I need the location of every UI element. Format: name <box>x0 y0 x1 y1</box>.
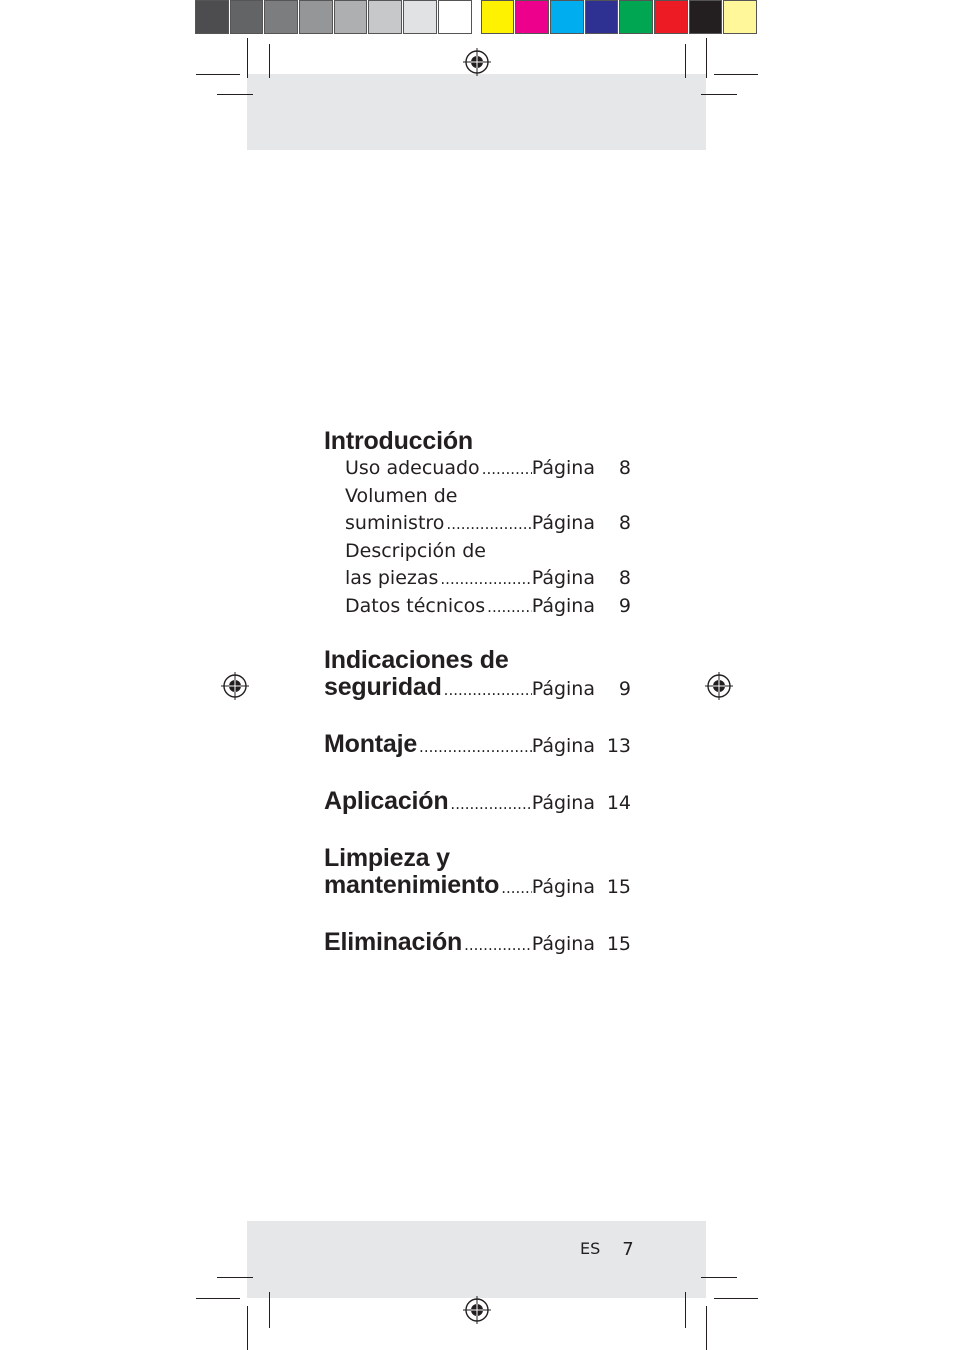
toc-entry-parts-description: las piezas ..... Página 8 <box>324 565 631 593</box>
toc-entry-delivery-scope: suministro ..... Página 8 <box>324 510 631 538</box>
registration-mark-icon <box>463 48 491 76</box>
color-swatch <box>585 0 619 34</box>
toc-section-disposal: Eliminación ..... Página 15 <box>324 929 631 959</box>
color-swatch <box>299 0 333 34</box>
page-number: 7 <box>622 1239 634 1260</box>
top-grey-band <box>247 74 706 150</box>
bottom-grey-band <box>247 1221 706 1298</box>
color-swatch <box>515 0 549 34</box>
toc-entry-technical-data: Datos técnicos ..... Página 9 <box>324 593 631 621</box>
toc-section-cleaning: Limpieza y mantenimiento ..... Página 15 <box>324 845 631 902</box>
color-swatch <box>689 0 723 34</box>
toc-heading-introduction: Introducción <box>324 427 473 455</box>
toc-entry-intended-use: Uso adecuado ..... Página 8 <box>324 455 631 483</box>
color-swatch <box>550 0 584 34</box>
toc-section-safety: Indicaciones de seguridad ..... Página 9 <box>324 647 631 704</box>
toc-section-assembly: Montaje ..... Página 13 <box>324 731 631 761</box>
color-calibration-bar <box>195 0 758 36</box>
color-swatch <box>230 0 264 34</box>
page-footer <box>580 1239 634 1260</box>
color-swatch <box>619 0 653 34</box>
color-swatch <box>403 0 437 34</box>
table-of-contents <box>324 428 631 959</box>
language-code: ES <box>580 1239 601 1258</box>
toc-section-usage: Aplicación ..... Página 14 <box>324 788 631 818</box>
color-swatch <box>334 0 368 34</box>
color-swatch <box>438 0 472 34</box>
registration-mark-icon <box>705 672 733 700</box>
toc-entry-parts-line1: Descripción de <box>345 540 486 562</box>
color-swatch <box>654 0 688 34</box>
registration-mark-icon <box>463 1296 491 1324</box>
color-swatch <box>264 0 298 34</box>
registration-mark-icon <box>221 672 249 700</box>
color-swatch <box>481 0 515 34</box>
color-swatch <box>368 0 402 34</box>
toc-entry-delivery-line1: Volumen de <box>345 485 458 507</box>
color-swatch <box>195 0 229 34</box>
color-swatch <box>723 0 757 34</box>
